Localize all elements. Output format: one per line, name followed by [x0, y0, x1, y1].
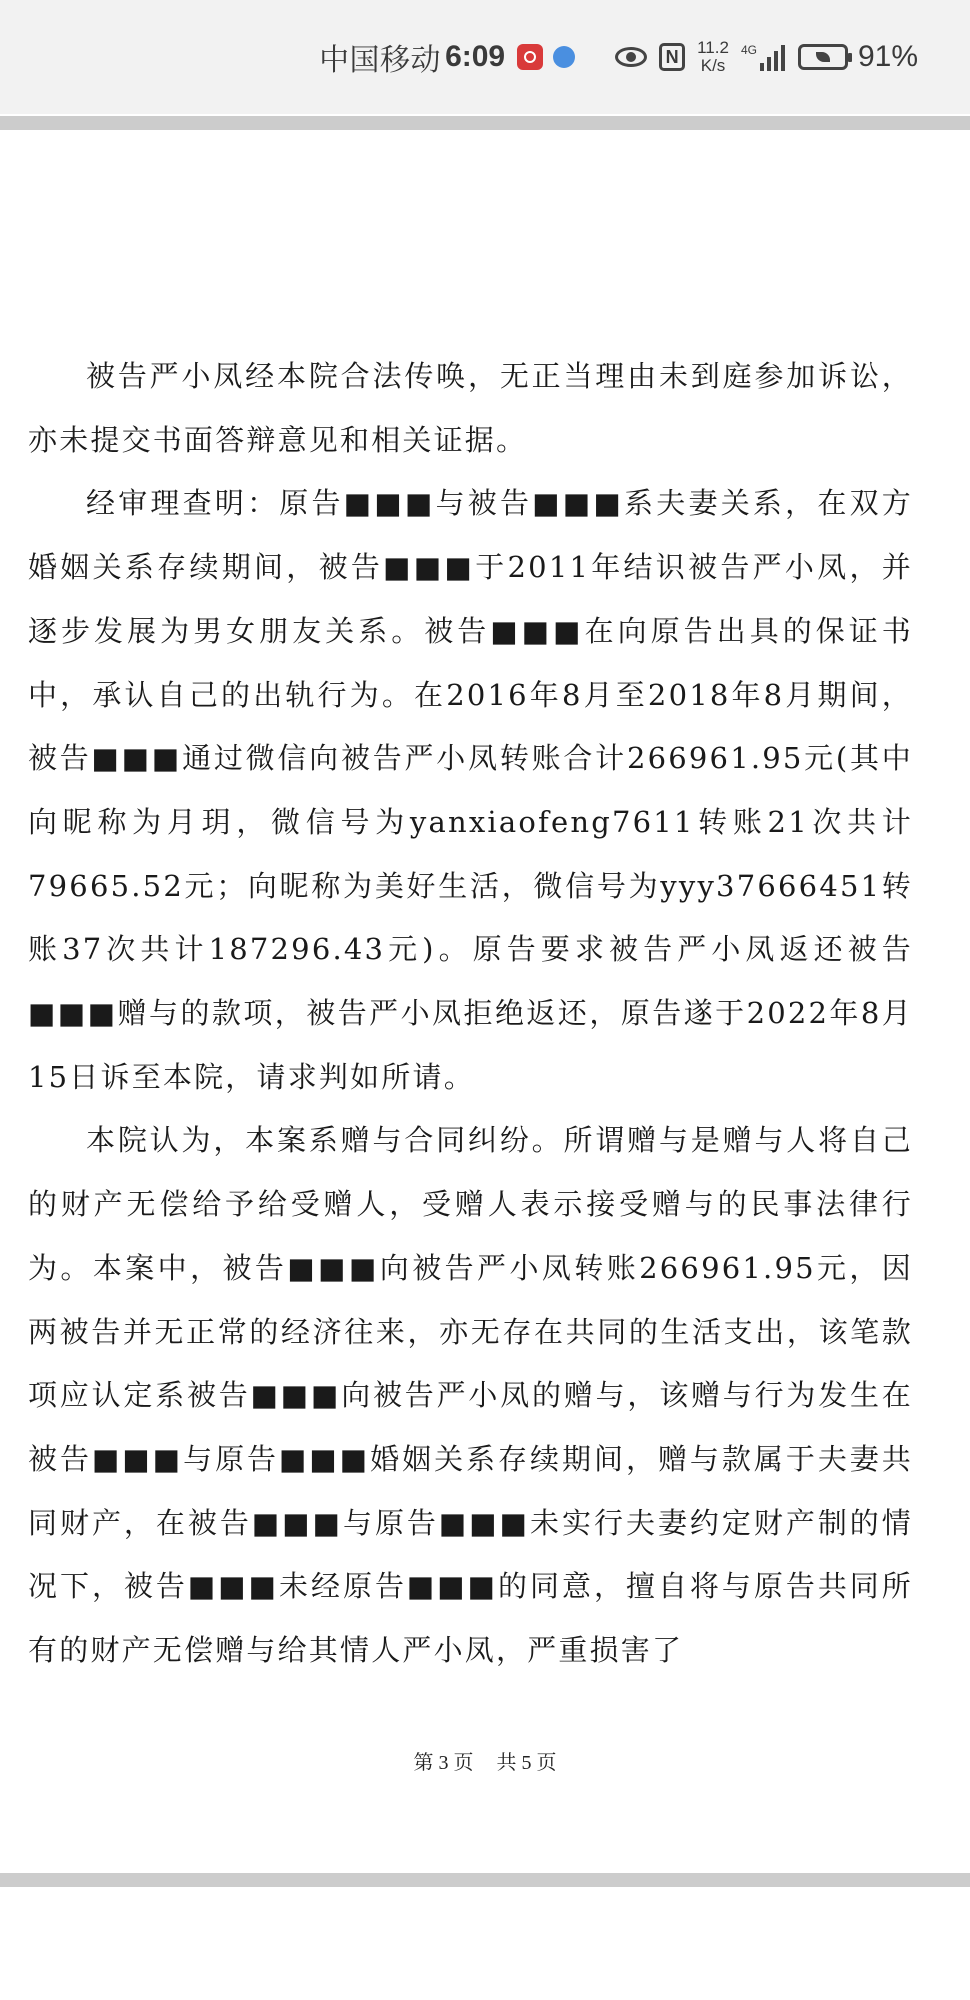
total-pages-label: 共 5 页 — [496, 1752, 557, 1774]
network-speed-unit: K/s — [700, 56, 726, 75]
browser-icon — [553, 46, 575, 68]
page-separator-bottom — [0, 1873, 970, 1887]
eye-comfort-icon — [615, 47, 647, 67]
nfc-icon: N — [659, 43, 685, 71]
network-speed-value: 11.2 — [697, 38, 729, 57]
carrier-name: 中国移动 — [319, 44, 442, 77]
page-separator-top — [0, 116, 970, 130]
clock: 6:09 — [445, 40, 506, 73]
notification-app-icon — [517, 44, 543, 70]
network-type: 4G — [740, 43, 757, 57]
paragraph-facts-found: 经审理查明：原告■■■与被告■■■系夫妻关系，在双方婚姻关系存续期间，被告■■■于2011年结识被告严小凤，并逐步发展为男女朋友关系。被告■■■在向原告出具的保证书中，承认自己的出轨行为。在2016年8月至2018年8月期间，被告■■■通过微信向被告严小凤转账合计266961.95元(其中向昵称为月玥，微信号为yanxiaofeng7611转账21次共计79665.52元；向昵称为美好生活，微信号为yyy37666451转账37次共计187296.43元)。原告要求被告严小凤返还被告■■■赠与的款项，被告严小凤拒绝返还，原告遂于2022年8月15日诉至本院，请求判如所请。 — [28, 486, 913, 1094]
signal-icon — [741, 43, 788, 71]
battery-icon — [798, 44, 848, 70]
status-bar — [0, 0, 970, 114]
paragraph-defendant-absence: 被告严小凤经本院合法传唤，无正当理由未到庭参加诉讼，亦未提交书面答辩意见和相关证据。 — [28, 359, 913, 457]
paragraph-court-opinion: 本院认为，本案系赠与合同纠纷。所谓赠与是赠与人将自己的财产无偿给予给受赠人，受赠人表示接受赠与的民事法律行为。本案中，被告■■■向被告严小凤转账266961.95元，因两被告并无正常的经济往来，亦无存在共同的生活支出，该笔款项应认定系被告■■■向被告严小凤的赠与，该赠与行为发生在被告■■■与原告■■■婚姻关系存续期间，赠与款属于夫妻共同财产，在被告■■■与原告■■■未实行夫妻约定财产制的情况下，被告■■■未经原告■■■的同意，擅自将与原告共同所有的财产无偿赠与给其情人严小凤，严重损害了 — [28, 1123, 913, 1668]
network-speed — [697, 39, 729, 75]
document-body — [28, 345, 913, 1683]
current-page-label: 第 3 页 — [413, 1752, 474, 1774]
page-number-footer — [0, 1746, 970, 1775]
battery-percent: 91% — [857, 40, 918, 73]
